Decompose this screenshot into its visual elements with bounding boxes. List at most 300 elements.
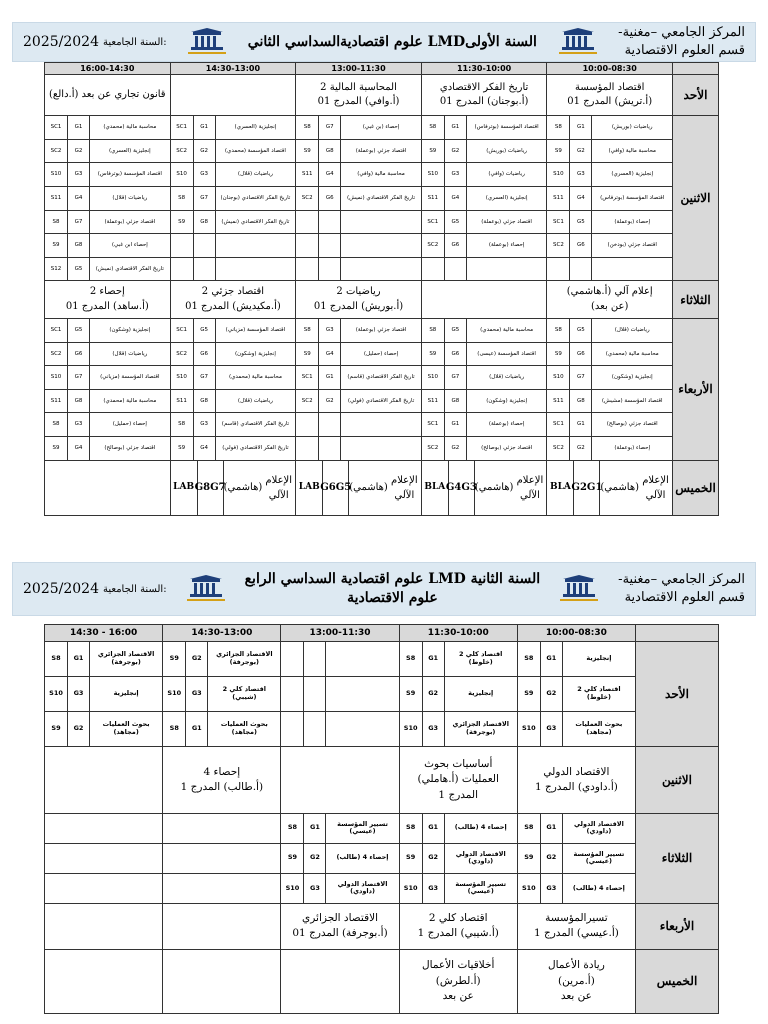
module-name: إحصاء 4 (طالب) — [325, 844, 398, 873]
room-code: SC2 — [301, 194, 313, 201]
group-code: G2 — [569, 140, 591, 163]
session-cell — [170, 234, 296, 258]
department-name: قسم العلوم الاقتصادية — [624, 43, 745, 58]
session-cell — [170, 319, 296, 343]
module-name: رياضيات (قلال) — [591, 319, 672, 342]
session-detail — [422, 163, 547, 186]
group-code: G7 — [67, 366, 89, 389]
room-code: S8 — [178, 194, 186, 201]
schedule2-header — [12, 562, 756, 616]
group-code: G5 — [569, 319, 591, 342]
session-cell — [45, 116, 171, 140]
session-row — [45, 366, 719, 390]
lecture-cell — [45, 904, 163, 950]
session-detail — [296, 319, 421, 342]
session-cell — [547, 366, 673, 390]
room-code: S8 — [51, 653, 61, 662]
session-cell — [163, 712, 281, 747]
session-cell — [281, 676, 399, 711]
session-cell — [170, 413, 296, 437]
room-code: S11 — [553, 194, 564, 201]
time-slot-header: 14:30-13:00 — [170, 63, 296, 75]
group-code: G6 — [444, 343, 466, 366]
lecture-line: (أ.مكيديش) المدرج 01 — [185, 300, 281, 312]
module-name: تاريخ الفكر الاقتصادي (فولي) — [340, 390, 421, 413]
session-detail — [45, 258, 170, 281]
room-code: S9 — [287, 853, 298, 862]
module-name: رياضيات (وافي) — [466, 163, 547, 186]
module-name: تاريخ الفكر الاقتصادي (نميش) — [89, 258, 170, 281]
module-name: الاقتصاد الدولي (داودي) — [562, 814, 635, 843]
group-code: G6 — [318, 187, 340, 210]
session-cell — [296, 210, 422, 234]
group-code: G4 — [318, 163, 340, 186]
lecture-row — [45, 904, 719, 950]
session-cell — [170, 139, 296, 163]
module-name: إحصاء ابن غبي) — [89, 234, 170, 257]
session-cell — [281, 873, 399, 903]
group-code: G1 — [303, 814, 325, 843]
day-label: الخميس — [673, 460, 719, 516]
session-detail — [281, 844, 398, 873]
session-cell — [547, 186, 673, 210]
schedule2-table — [44, 624, 719, 1014]
session-cell — [281, 843, 399, 873]
session-detail — [171, 211, 296, 234]
room-code: S8 — [554, 124, 562, 131]
session-detail — [296, 258, 421, 281]
session-detail — [400, 642, 517, 676]
group-code: G6 — [193, 343, 215, 366]
group-code: G2 — [67, 140, 89, 163]
time-header-row — [45, 63, 719, 75]
session-cell — [296, 366, 422, 390]
session-cell — [421, 116, 547, 140]
day-label: الاثنين — [673, 116, 719, 281]
lab-detail — [296, 461, 421, 516]
module-name: رياضيات (قلال) — [466, 366, 547, 389]
lecture-cell — [296, 75, 422, 116]
session-detail — [171, 319, 296, 342]
session-cell — [399, 873, 517, 903]
group-code: G1 — [185, 712, 207, 746]
module-name: إنجليزية (وشكون) — [466, 390, 547, 413]
group-code: G3 — [67, 413, 89, 436]
lecture-line: (عن بعد) — [590, 300, 629, 312]
group-code: G7 — [193, 366, 215, 389]
lecture-line: (أ.بوريش) المدرج 01 — [313, 300, 404, 312]
group-code: G3 — [444, 163, 466, 186]
room-code — [422, 258, 444, 281]
lecture-line: (أ.بوجنان) المدرج 01 — [439, 96, 529, 108]
room-code — [547, 258, 569, 281]
room-code: S10 — [521, 883, 536, 892]
room-code — [281, 712, 303, 746]
group-code: G5 — [193, 319, 215, 342]
day-header-blank — [636, 625, 719, 642]
session-detail — [163, 677, 280, 711]
session-cell — [517, 813, 635, 843]
day-label: الثلاثاء — [673, 281, 719, 319]
module-name: الاقتصاد الدولي (داودي) — [444, 844, 517, 873]
session-detail — [518, 874, 635, 903]
session-row — [45, 813, 719, 843]
group-code: G2 — [422, 844, 444, 873]
lab-groups — [571, 461, 603, 516]
session-detail — [296, 366, 421, 389]
session-cell — [547, 413, 673, 437]
session-cell — [296, 257, 422, 281]
session-detail — [296, 343, 421, 366]
group-code: G2 — [569, 437, 591, 460]
lecture-line: المحاسبة المالية 2 — [320, 81, 397, 93]
session-row — [45, 210, 719, 234]
lecture-cell — [163, 904, 281, 950]
room-code: S9 — [51, 724, 61, 733]
session-cell — [399, 843, 517, 873]
module-name: تاريخ الفكر الاقتصادي (بوجنان) — [215, 187, 296, 210]
group-code: G2 — [444, 437, 466, 460]
lecture-cell — [45, 949, 163, 1013]
module-name: محاسبة مالية (وافي) — [340, 163, 421, 186]
lecture-cell — [163, 949, 281, 1013]
session-detail — [547, 163, 672, 186]
empty-slot — [45, 460, 171, 516]
session-detail — [296, 140, 421, 163]
session-detail — [518, 642, 635, 676]
group-code: G3 — [185, 677, 207, 711]
room-code: S8 — [303, 327, 311, 334]
session-detail — [296, 163, 421, 186]
module-name: اقتصاد المؤسسة (مشيش) — [591, 390, 672, 413]
lab-room-line: LA — [431, 482, 446, 493]
lecture-line: (أ.شيبي) المدرج 1 — [417, 927, 499, 940]
day-header-blank — [673, 63, 719, 75]
session-cell — [421, 342, 547, 366]
lab-room-line: LAB — [173, 482, 195, 493]
group-code: G1 — [193, 116, 215, 139]
module-name — [591, 258, 672, 281]
session-cell — [421, 234, 547, 258]
lab-module-name: الإعلام الآلي — [516, 474, 544, 501]
time-header-row — [45, 625, 719, 642]
module-name: تاريخ الفكر الاقتصادي (قاسم) — [340, 366, 421, 389]
module-name: بحوث العمليات (مجاهد) — [207, 712, 280, 746]
lecture-cell — [170, 281, 296, 319]
session-cell — [170, 186, 296, 210]
room-code: S10 — [50, 171, 62, 178]
lecture-line: (أ.طالب) المدرج 1 — [180, 781, 264, 794]
session-row — [45, 712, 719, 747]
session-cell — [421, 163, 547, 187]
module-name — [325, 677, 398, 711]
lab-group: G1 — [586, 482, 603, 494]
session-cell — [296, 234, 422, 258]
session-detail — [171, 140, 296, 163]
session-cell — [399, 712, 517, 747]
session-detail — [296, 437, 421, 460]
module-name: رياضيات (قلال) — [215, 390, 296, 413]
lab-group: G2 — [571, 482, 587, 494]
group-code — [318, 234, 340, 257]
lab-room — [296, 461, 322, 516]
module-name: محاسبة مالية (محمدي) — [215, 366, 296, 389]
session-cell — [163, 676, 281, 711]
session-detail — [547, 234, 672, 257]
lecture-line: اقتصاد كلي 2 — [428, 912, 488, 925]
group-code: G1 — [318, 366, 340, 389]
lab-cell — [170, 460, 296, 516]
session-detail — [281, 874, 398, 903]
room-code: S10 — [553, 374, 564, 381]
module-name — [215, 234, 296, 257]
room-code: S11 — [50, 194, 62, 201]
schedule-title — [245, 570, 541, 608]
group-code — [303, 712, 325, 746]
session-detail — [518, 712, 635, 746]
group-code: G2 — [444, 140, 466, 163]
module-name: تسيير المؤسسة (عيسي) — [562, 844, 635, 873]
group-code: G8 — [318, 140, 340, 163]
session-detail — [45, 390, 170, 413]
lecture-cell — [45, 281, 171, 319]
session-cell — [296, 319, 422, 343]
session-detail — [547, 437, 672, 460]
room-code: S8 — [178, 421, 186, 428]
room-code: S9 — [406, 853, 416, 862]
group-code: G4 — [67, 437, 89, 460]
room-code: S8 — [287, 823, 298, 832]
group-code: G4 — [444, 187, 466, 210]
room-code: SC1 — [176, 124, 188, 131]
session-cell — [547, 210, 673, 234]
session-cell — [517, 873, 635, 903]
lecture-cell — [163, 747, 281, 813]
time-slot-header: 13:00-11:30 — [281, 625, 399, 642]
schedule-title — [248, 33, 537, 52]
module-name: تسيير المؤسسة (عيسي) — [444, 874, 517, 903]
session-detail — [171, 258, 296, 281]
lecture-cell — [547, 75, 673, 116]
lecture-cell — [421, 75, 547, 116]
module-name: اقتصاد جزئي (بودخن) — [591, 234, 672, 257]
module-name: رياضيات (قلال) — [215, 163, 296, 186]
module-name — [325, 712, 398, 746]
group-code: G1 — [569, 116, 591, 139]
lab-group: G4 — [445, 482, 462, 494]
session-cell — [45, 139, 171, 163]
lecture-cell — [399, 949, 517, 1013]
session-detail — [547, 116, 672, 139]
day-label: الخميس — [636, 949, 719, 1013]
session-cell — [45, 163, 171, 187]
module-name: إحصاء (بوعملة) — [466, 413, 547, 436]
room-code: S8 — [406, 823, 416, 832]
group-code — [193, 258, 215, 281]
group-code: G1 — [569, 413, 591, 436]
group-code: G3 — [422, 712, 444, 746]
lecture-cell — [517, 747, 635, 813]
group-code: G7 — [318, 116, 340, 139]
room-code: S9 — [524, 853, 534, 862]
room-code: S10 — [553, 171, 564, 178]
session-row — [45, 163, 719, 187]
room-code: SC1 — [427, 218, 439, 225]
room-code: S8 — [429, 327, 437, 334]
room-code: S9 — [178, 218, 186, 225]
department-name: قسم العلوم الاقتصادية — [624, 590, 745, 605]
room-code: S8 — [524, 823, 534, 832]
session-row — [45, 413, 719, 437]
group-code: G6 — [569, 234, 591, 257]
group-code: G7 — [193, 187, 215, 210]
session-detail — [171, 234, 296, 257]
day-label: الأحد — [636, 641, 719, 747]
session-detail — [45, 211, 170, 234]
room-code — [171, 258, 193, 281]
session-detail — [422, 437, 547, 460]
lecture-line: المدرج 1 — [438, 788, 478, 801]
session-row — [45, 342, 719, 366]
session-detail — [400, 844, 517, 873]
module-name: اقتصاد المؤسسة (مزياني) — [89, 366, 170, 389]
group-code: G3 — [318, 319, 340, 342]
lecture-cell — [517, 949, 635, 1013]
group-code: G1 — [67, 116, 89, 139]
lecture-line: تسيرالمؤسسة — [545, 912, 608, 925]
module-name: تاريخ الفكر الاقتصادي (فولي) — [215, 437, 296, 460]
session-cell — [421, 366, 547, 390]
module-name: إنجليزية (العسري) — [466, 187, 547, 210]
session-detail — [547, 258, 672, 281]
session-detail — [422, 413, 547, 436]
lecture-cell — [281, 949, 399, 1013]
academic-year-value: 2025/2024 — [23, 581, 99, 597]
module-name — [340, 234, 421, 257]
lecture-cell — [399, 747, 517, 813]
module-name: اقتصاد جزئي (بوعملة) — [340, 319, 421, 342]
session-detail — [171, 163, 296, 186]
lecture-line: عن بعد — [560, 989, 592, 1002]
session-cell — [296, 163, 422, 187]
session-cell — [421, 257, 547, 281]
room-code — [296, 211, 318, 234]
lab-room-line: B — [424, 482, 432, 493]
session-detail — [163, 642, 280, 676]
module-name: الاقتصاد الدولي (داودي) — [325, 874, 398, 903]
module-name — [340, 413, 421, 436]
room-code: SC2 — [427, 444, 439, 451]
lecture-line: قانون تجاري عن بعد (أ.دالع) — [49, 89, 166, 101]
empty-slot — [45, 873, 163, 903]
lab-cell — [547, 460, 673, 516]
group-code: G4 — [193, 437, 215, 460]
time-slot-header: 16:00-14:30 — [45, 63, 171, 75]
session-detail — [45, 677, 162, 711]
time-slot-header: 10:00-08:30 — [517, 625, 635, 642]
room-code: S10 — [427, 374, 439, 381]
session-cell — [45, 676, 163, 711]
lecture-cell — [170, 75, 296, 116]
session-cell — [547, 257, 673, 281]
room-code: S9 — [524, 689, 534, 698]
room-code: S8 — [429, 124, 437, 131]
room-code: S11 — [553, 397, 564, 404]
room-code: S8 — [406, 653, 416, 662]
room-code: S9 — [429, 147, 437, 154]
session-detail — [296, 187, 421, 210]
session-row — [45, 116, 719, 140]
lab-group: G3 — [461, 482, 477, 494]
room-code: S9 — [169, 653, 179, 662]
lecture-row — [45, 949, 719, 1013]
room-code: S8 — [169, 724, 179, 733]
session-cell — [45, 712, 163, 747]
group-code — [318, 437, 340, 460]
empty-slot — [163, 813, 281, 843]
group-code: G8 — [444, 390, 466, 413]
module-name: محاسبة مالية (محمدي) — [591, 343, 672, 366]
day-label: الاثنين — [636, 747, 719, 813]
lab-module-name: الإعلام الآلي — [265, 474, 293, 501]
room-code: S9 — [429, 350, 437, 357]
session-row — [45, 389, 719, 413]
room-code: S10 — [167, 689, 182, 698]
room-code: S9 — [303, 147, 311, 154]
university-logo-icon — [555, 574, 603, 604]
room-code: S9 — [52, 242, 60, 249]
lecture-line: (أ.بوجرفة) المدرج 01 — [292, 927, 388, 940]
time-slot-header: 10:00-08:30 — [547, 63, 673, 75]
day-label: الأربعاء — [636, 904, 719, 950]
session-cell — [547, 436, 673, 460]
session-cell — [296, 389, 422, 413]
group-code: G1 — [444, 116, 466, 139]
lab-module-name: الإعلام الآلي — [642, 474, 669, 501]
module-name: إحصاء (حمليل) — [89, 413, 170, 436]
session-cell — [517, 676, 635, 711]
group-code: G8 — [193, 390, 215, 413]
module-name — [215, 258, 296, 281]
module-name — [340, 258, 421, 281]
session-cell — [170, 116, 296, 140]
lab-groups — [445, 461, 477, 516]
room-code — [296, 234, 318, 257]
session-cell — [45, 319, 171, 343]
lab-teacher: (هاشمي) — [600, 482, 640, 494]
room-code: S10 — [521, 724, 536, 733]
module-name: تاريخ الفكر الاقتصادي (قاسم) — [215, 413, 296, 436]
room-code: SC1 — [176, 327, 188, 334]
session-detail — [400, 814, 517, 843]
lecture-line: إحصاء 4 — [203, 765, 241, 778]
session-detail — [422, 343, 547, 366]
group-code: G8 — [67, 234, 89, 257]
group-code: G7 — [569, 366, 591, 389]
module-name: اقتصاد جزئي (بوصالح) — [89, 437, 170, 460]
module-name — [325, 642, 398, 676]
lab-teacher: (هاشمي) — [474, 482, 514, 494]
academic-year — [23, 581, 167, 597]
lab-groups — [194, 461, 226, 516]
room-code: S9 — [406, 689, 416, 698]
module-name — [466, 258, 547, 281]
session-cell — [296, 413, 422, 437]
lecture-cell — [547, 281, 673, 319]
lecture-line: عن بعد — [442, 989, 474, 1002]
room-code: S11 — [301, 171, 313, 178]
session-detail — [422, 140, 547, 163]
